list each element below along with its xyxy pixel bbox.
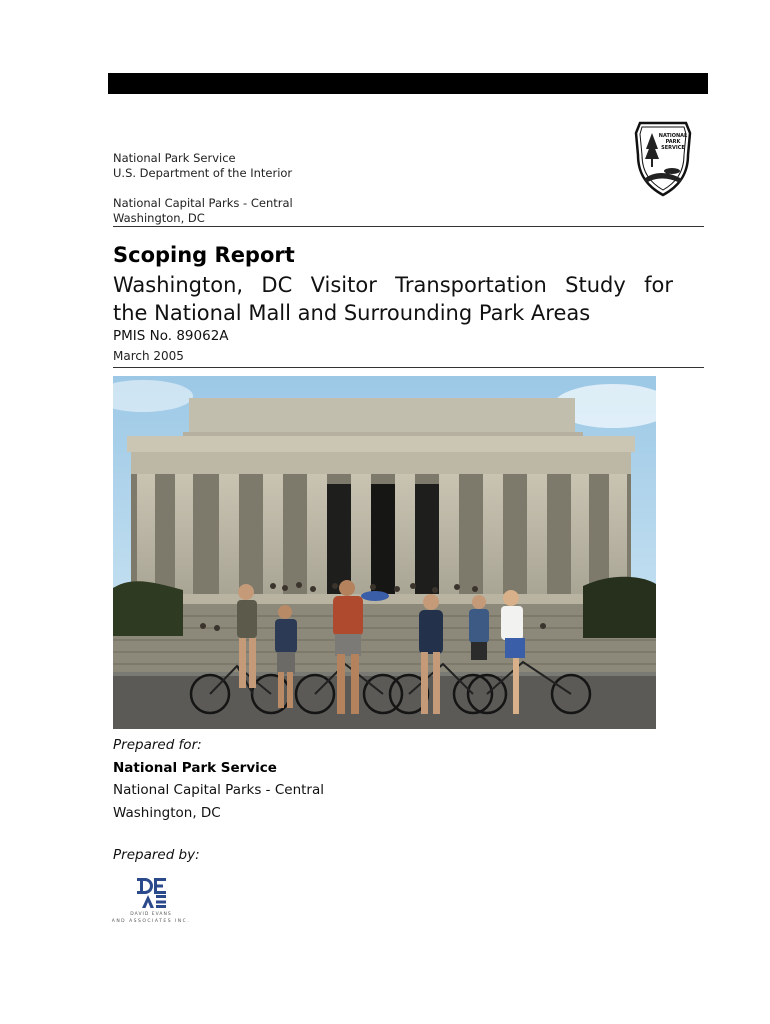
- david-evans-mark-icon: [110, 876, 192, 910]
- prepared-for-division: National Capital Parks - Central: [113, 782, 324, 798]
- svg-text:SERVICE: SERVICE: [661, 145, 685, 151]
- subtitle-line-2: the National Mall and Surrounding Park Areas: [113, 301, 591, 325]
- report-date: March 2005: [113, 349, 184, 363]
- pmis-number: PMIS No. 89062A: [113, 328, 229, 344]
- agency-block: [113, 151, 293, 226]
- header-black-bar: [108, 73, 708, 94]
- prepared-for-location: Washington, DC: [113, 805, 221, 821]
- report-title: Scoping Report: [113, 243, 295, 267]
- svg-text:PARK: PARK: [665, 139, 681, 145]
- divider-middle: [113, 367, 704, 368]
- prepared-by-label: Prepared by:: [113, 847, 200, 863]
- david-evans-logo: [110, 876, 192, 928]
- nps-arrowhead-icon: [632, 119, 694, 197]
- logo-company-subtitle: AND ASSOCIATES INC.: [111, 919, 191, 924]
- divider-top: [113, 226, 704, 227]
- prepared-for-organization: National Park Service: [113, 760, 277, 776]
- prepared-for-label: Prepared for:: [113, 737, 202, 753]
- report-subtitle: [113, 271, 673, 327]
- logo-company-name: DAVID EVANS: [130, 912, 172, 917]
- lincoln-memorial-cyclists-photo: [113, 376, 656, 729]
- division-name: National Capital Parks - Central: [113, 196, 293, 210]
- agency-name: National Park Service: [113, 151, 236, 165]
- subtitle-line-1: Washington, DC Visitor Transportation Study for: [113, 273, 673, 297]
- department-name: U.S. Department of the Interior: [113, 166, 293, 180]
- division-location: Washington, DC: [113, 211, 205, 225]
- svg-text:NATIONAL: NATIONAL: [658, 133, 688, 139]
